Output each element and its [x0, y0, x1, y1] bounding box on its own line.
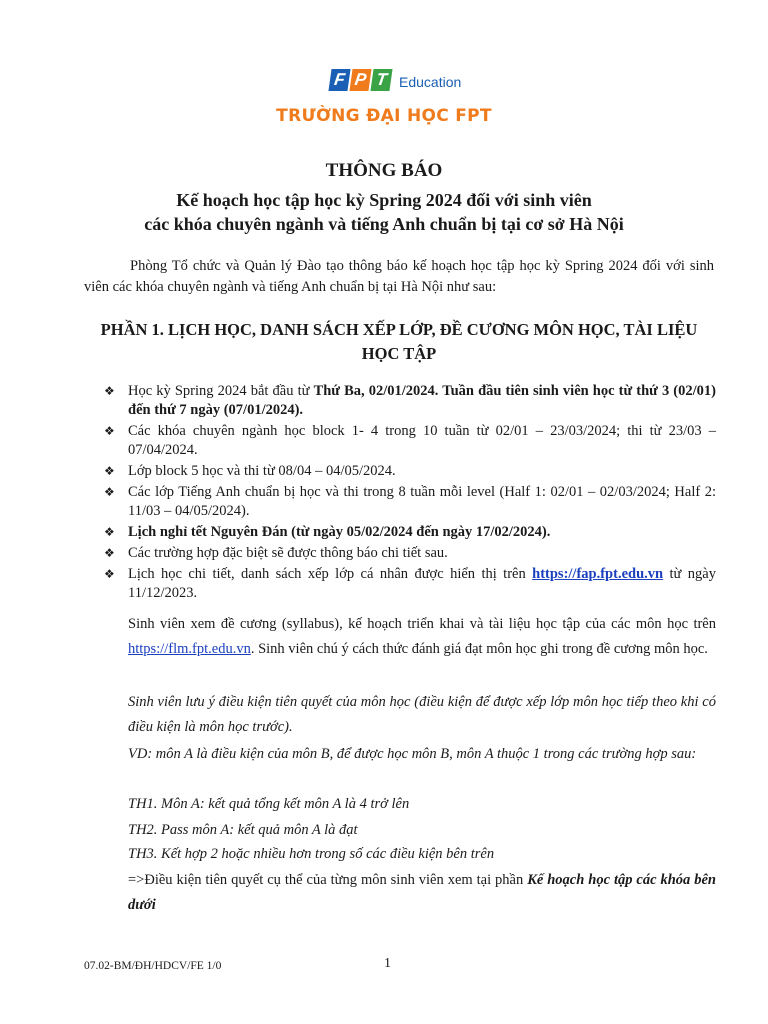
- final-note-bold: Kế hoạch học tập các khóa bên dưới: [128, 872, 716, 913]
- syllabus-text: Sinh viên xem đề cương (syllabus), kế hoạch triển khai và tài liệu học tập của các môn học trên: [128, 616, 716, 632]
- bullet-7-text: Lịch học chi tiết, danh sách xếp lớp cá nhân được hiển thị trên: [128, 566, 533, 582]
- diamond-bullet-icon: ❖: [104, 525, 115, 539]
- example-note: VD: môn A là điều kiện của môn B, để được học môn B, môn A thuộc 1 trong các trường hợp sau:: [128, 746, 697, 762]
- subtitle-line-2: các khóa chuyên ngành và tiếng Anh chuẩn bị tại cơ sở Hà Nội: [144, 214, 624, 234]
- bullet-3-text: Lớp block 5 học và thi từ 08/04 – 04/05/2024.: [128, 463, 396, 479]
- prerequisite-note: Sinh viên lưu ý điều kiện tiên quyết của môn học (điều kiện để được xếp lớp môn học tiếp theo khi có điều kiện là môn học trước).: [128, 694, 716, 735]
- list-item: [104, 382, 716, 420]
- diamond-bullet-icon: ❖: [104, 424, 115, 438]
- subtitle-line-1: Kế hoạch học tập học kỳ Spring 2024 đối với sinh viên: [176, 190, 592, 210]
- bullet-list: [104, 382, 716, 605]
- logo-tile-t: T: [370, 69, 392, 91]
- bullet-1-text: Học kỳ Spring 2024 bắt đầu từ: [128, 383, 314, 399]
- logo-education-text: Education: [399, 74, 462, 90]
- list-item: [104, 483, 716, 521]
- case-3: TH3. Kết hợp 2 hoặc nhiều hơn trong số các điều kiện bên trên: [128, 846, 495, 862]
- bullet-2-text: Các khóa chuyên ngành học block 1- 4 trong 10 tuần từ 02/01 – 23/03/2024; thi từ 23/03 – 07/04/2024.: [128, 423, 716, 458]
- form-code: 07.02-BM/ĐH/HDCV/FE 1/0: [84, 960, 222, 972]
- section-1-heading: PHẦN 1. LỊCH HỌC, DANH SÁCH XẾP LỚP, ĐỀ CƯƠNG MÔN HỌC, TÀI LIỆU HỌC TẬP: [100, 320, 698, 363]
- diamond-bullet-icon: ❖: [104, 485, 115, 499]
- list-item: [104, 544, 716, 563]
- logo-tile-p: P: [349, 69, 371, 91]
- list-item: [104, 462, 716, 481]
- list-item: [104, 523, 716, 542]
- bullet-6-text: Các trường hợp đặc biệt sẽ được thông báo chi tiết sau.: [128, 545, 448, 561]
- list-item: [104, 565, 716, 603]
- diamond-bullet-icon: ❖: [104, 546, 115, 560]
- page-number: 1: [384, 956, 391, 971]
- case-2: TH2. Pass môn A: kết quả môn A là đạt: [128, 822, 358, 838]
- logo-tile-f: F: [328, 69, 350, 91]
- diamond-bullet-icon: ❖: [104, 464, 115, 478]
- fpt-logo: [330, 64, 461, 96]
- intro-paragraph: Phòng Tổ chức và Quản lý Đào tạo thông báo kế hoạch học tập học kỳ Spring 2024 đối với sinh viên các khóa chuyên ngành và tiếng Anh chuẩn bị tại Hà Nội như sau:: [84, 258, 714, 295]
- diamond-bullet-icon: ❖: [104, 384, 115, 398]
- bullet-4-text: Các lớp Tiếng Anh chuẩn bị học và thi trong 8 tuần mỗi level (Half 1: 02/01 – 02/03/2024; Half 2: 11/03 – 04/05/2024).: [128, 484, 716, 519]
- fap-link[interactable]: https://fap.fpt.edu.vn: [532, 566, 664, 582]
- final-note-text: =>Điều kiện tiên quyết cụ thể của từng môn sinh viên xem tại phần: [128, 872, 528, 888]
- flm-link[interactable]: https://flm.fpt.edu.vn: [128, 641, 251, 657]
- bullet-7-tail: từ ngày 11/12/2023.: [128, 566, 716, 601]
- case-1: TH1. Môn A: kết quả tổng kết môn A là 4 trở lên: [128, 796, 410, 812]
- document-title: THÔNG BÁO: [325, 160, 443, 181]
- university-name: TRƯỜNG ĐẠI HỌC FPT: [276, 106, 492, 126]
- diamond-bullet-icon: ❖: [104, 567, 115, 581]
- prerequisite-final-note: [128, 868, 716, 918]
- bullet-1-bold: Thứ Ba, 02/01/2024. Tuần đầu tiên sinh viên học từ thứ 3 (02/01) đến thứ 7 ngày (07/01/2024).: [128, 383, 716, 418]
- list-item: [104, 422, 716, 460]
- syllabus-tail: . Sinh viên chú ý cách thức đánh giá đạt môn học ghi trong đề cương môn học.: [250, 641, 708, 657]
- syllabus-paragraph: [128, 612, 716, 662]
- bullet-5-text: Lịch nghỉ tết Nguyên Đán (từ ngày 05/02/2024 đến ngày 17/02/2024).: [128, 524, 551, 540]
